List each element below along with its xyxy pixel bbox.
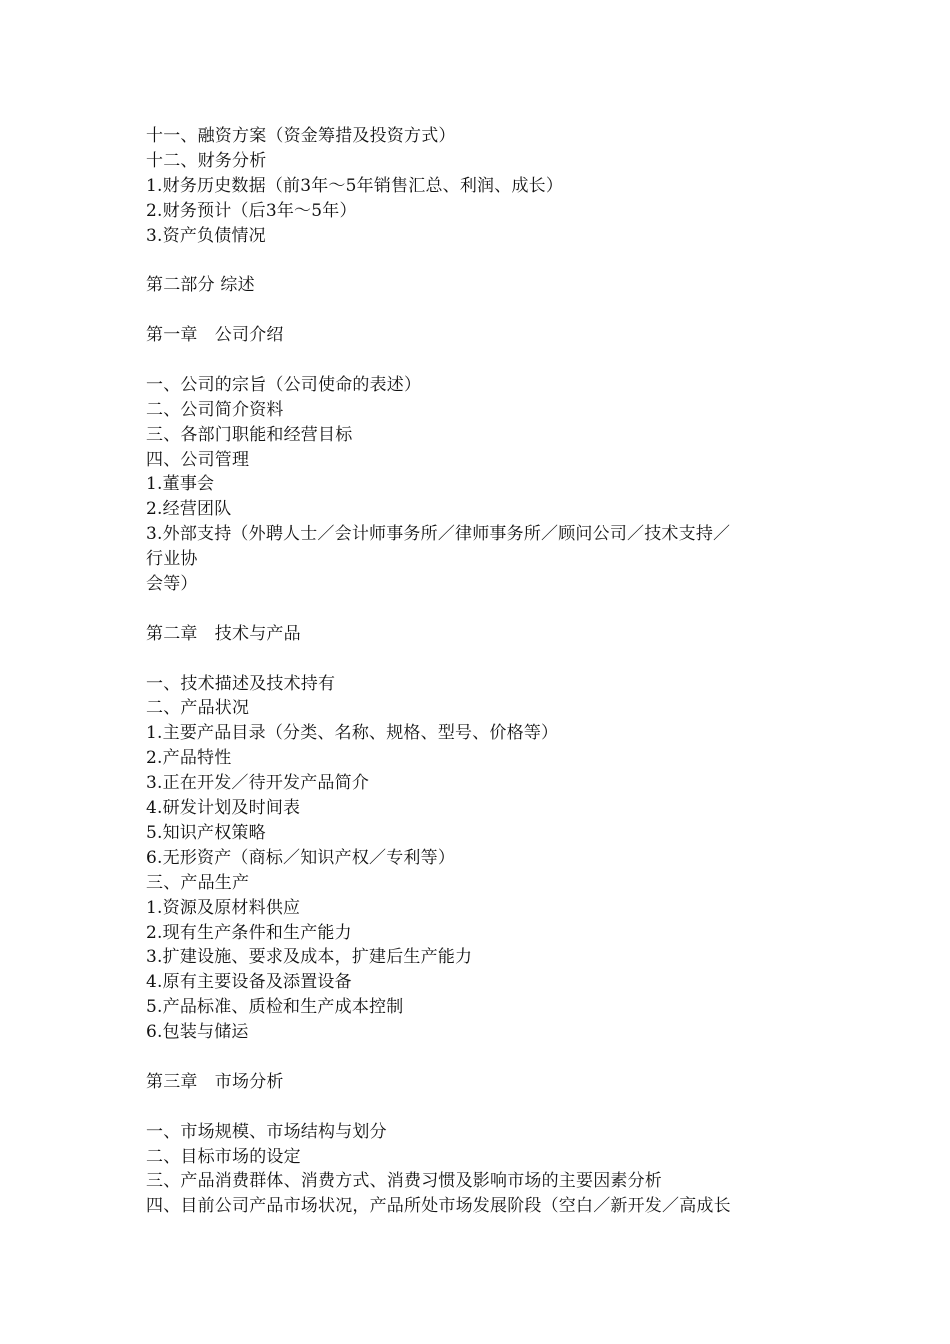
text-line: 十一、融资方案（资金筹措及投资方式） xyxy=(146,126,456,146)
text-line: 3.资产负债情况 xyxy=(146,225,266,246)
blank-line xyxy=(146,1095,826,1120)
text-line: 一、公司的宗旨（公司使命的表述） xyxy=(146,374,422,395)
text-line: 第一章 公司介绍 xyxy=(146,325,284,346)
text-line: 3.外部支持（外聘人士／会计师事务所／律师事务所／顾问公司／技术支持／ xyxy=(146,524,731,545)
blank-line xyxy=(146,348,826,373)
text-line: 三、各部门职能和经营目标 xyxy=(146,424,353,445)
text-line: 4.研发计划及时间表 xyxy=(146,798,301,819)
text-line: 1.主要产品目录（分类、名称、规格、型号、价格等） xyxy=(146,723,559,744)
text-line: 5.产品标准、质检和生产成本控制 xyxy=(146,997,404,1018)
text-line: 第二章 技术与产品 xyxy=(146,623,301,644)
text-line: 2.产品特性 xyxy=(146,748,232,769)
text-line: 2.现有生产条件和生产能力 xyxy=(146,922,352,943)
document-body xyxy=(146,124,826,1219)
text-line: 四、公司管理 xyxy=(146,449,250,470)
blank-line xyxy=(146,597,826,622)
text-line: 四、目前公司产品市场状况，产品所处市场发展阶段（空白／新开发／高成长 xyxy=(146,1196,731,1217)
text-line: 会等） xyxy=(146,574,198,595)
text-line: 4.原有主要设备及添置设备 xyxy=(146,972,352,993)
text-line: 三、产品消费群体、消费方式、消费习惯及影响市场的主要因素分析 xyxy=(146,1171,662,1192)
blank-line xyxy=(146,647,826,672)
text-line: 1.董事会 xyxy=(146,474,215,495)
text-line: 2.财务预计（后3年～5年） xyxy=(146,200,357,221)
blank-line xyxy=(146,298,826,323)
text-line: 三、产品生产 xyxy=(146,872,250,893)
text-line: 6.无形资产（商标／知识产权／专利等） xyxy=(146,847,456,868)
text-line: 二、公司简介资料 xyxy=(146,399,284,420)
text-line: 十二、财务分析 xyxy=(146,150,267,171)
text-line: 5.知识产权策略 xyxy=(146,822,266,843)
text-line: 行业协 xyxy=(146,549,198,570)
text-line: 3.扩建设施、要求及成本，扩建后生产能力 xyxy=(146,947,473,968)
text-line: 2.经营团队 xyxy=(146,499,232,520)
text-line: 第二部分 综述 xyxy=(146,275,255,296)
blank-line xyxy=(146,248,826,273)
blank-line xyxy=(146,1045,826,1070)
text-line: 1.资源及原材料供应 xyxy=(146,897,301,918)
text-line: 一、市场规模、市场结构与划分 xyxy=(146,1121,387,1142)
text-line: 一、技术描述及技术持有 xyxy=(146,673,336,694)
text-line: 6.包装与储运 xyxy=(146,1022,249,1043)
text-line: 二、产品状况 xyxy=(146,698,250,719)
text-line: 第三章 市场分析 xyxy=(146,1071,284,1092)
text-line: 1.财务历史数据（前3年～5年销售汇总、利润、成长） xyxy=(146,175,564,196)
text-line: 二、目标市场的设定 xyxy=(146,1146,301,1167)
text-line: 3.正在开发／待开发产品简介 xyxy=(146,773,370,794)
